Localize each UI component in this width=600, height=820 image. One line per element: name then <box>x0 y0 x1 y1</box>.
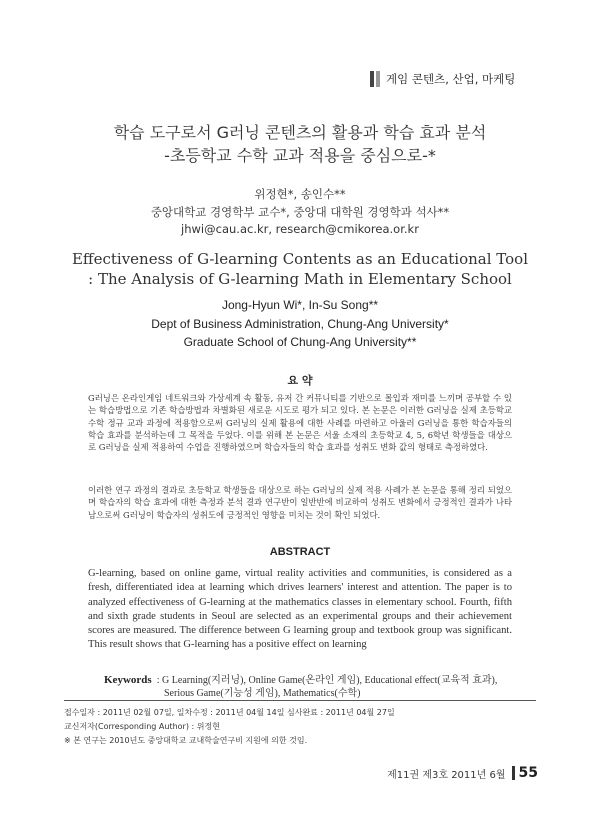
keywords-label: Keywords <box>104 674 152 686</box>
keywords-line2: Serious Game(기능성 게임), Mathematics(수학) <box>164 688 361 699</box>
title-en-line2: : The Analysis of G-learning Math in Elementary School <box>88 270 512 288</box>
footnote-corresponding: 교신저자(Corresponding Author) : 위정현 <box>64 722 220 731</box>
authors-en-aff2: Graduate School of Chung-Ang University** <box>183 335 417 349</box>
tag-bar-light <box>376 71 380 87</box>
page-number: 55 <box>518 765 538 781</box>
abstract-para: G-learning, based on online game, virtual reality activities and communities, is considered as a fresh, differentiated idea at learning which drives learners' interest and attention. The paper is to analyzed effectiveness of G-learning at the mathematics classes in elementary school. Fourth, fifth and sixth grade students in Seoul are selected as an experimental groups and their achievement scores are measured. The difference between G learning group and textbook group was significant. This result shows that G-learning has a positive effect on learning <box>88 568 512 651</box>
title-ko-line1: 학습 도구로서 G러닝 콘텐츠의 활용과 학습 효과 분석 <box>113 123 487 142</box>
authors-en-aff1: Dept of Business Administration, Chung-Ang University* <box>151 317 449 331</box>
category-label: 게임 콘텐츠, 산업, 마케팅 <box>386 72 516 86</box>
authors-ko-emails: jhwi@cau.ac.kr, research@cmikorea.or.kr <box>181 222 419 236</box>
footnote-dates: 접수일자 : 2011년 02월 07일, 일차수정 : 2011년 04월 14일 심사완료 : 2011년 04월 27일 <box>64 708 395 717</box>
keywords-line1: : G Learning(지러닝), Online Game(온라인 게임), Educational effect(교육적 효과), <box>156 675 498 686</box>
footnote-funding: ※ 본 연구는 2010년도 중앙대학교 교내학술연구비 지원에 의한 것임. <box>64 736 308 745</box>
page-footer <box>387 765 538 781</box>
title-en-line1: Effectiveness of G-learning Contents as an Educational Tool <box>71 250 528 268</box>
footnote-divider <box>64 700 536 701</box>
authors-en-names: Jong-Hyun Wi*, In-Su Song** <box>221 298 379 312</box>
abstract-heading: ABSTRACT <box>269 546 331 558</box>
tag-bar-dark <box>370 71 374 87</box>
title-ko-line2: -초등학교 수학 교과 적용을 중심으로-* <box>164 146 436 165</box>
summary-para2: 이러한 연구 과정의 결과로 초등학교 학생들을 대상으로 하는 G러닝의 실제 적용 사례가 본 논문을 통해 정리 되었으며 학습자의 학습 효과에 대한 측정과 분석 결과 연구반이 일반반에 비교하여 성취도 변화에서 긍정적인 결과가 나타남으로써 G러닝이 학습자의 성취도에 긍정적인 영향을 미치는 것이 확인 되었다. <box>88 485 512 520</box>
category-tag <box>370 70 515 88</box>
summary-para1: G러닝은 온라인게임 네트워크와 가상세계 속 활동, 유저 간 커뮤니티를 기반으로 몰입과 재미를 느끼며 공부할 수 있는 학습방법으로 기존 학습방법과 차별화된 새로운 시도로 평가 되고 있다. 본 논문은 이러한 G러닝을 실제 초등학교 수학 정규 교과 과정에 적용함으로써 G러닝의 실제 활용에 대한 사례를 마련하고 아울러 G러닝을 통한 학습자들의 학습 효과를 분석하는데 그 목적을 두었다. 이를 위해 본 논문은 서울 소재의 초등학교 4, 5, 6학년 학생들을 대상으로 G러닝을 실제 적용하여 수업을 진행하였으며 학습자들의 학습 효과를 성취도 변화 값의 형태로 측정하였다. <box>88 393 512 453</box>
issue-label: 제11권 제3호 2011년 6월 <box>387 769 506 781</box>
authors-ko-affiliation: 중앙대학교 경영학부 교수*, 중앙대 대학원 경영학과 석사** <box>150 205 450 219</box>
summary-heading: 요 약 <box>287 374 313 387</box>
authors-ko-names: 위정현*, 송인수** <box>254 187 346 201</box>
page-bar <box>512 766 515 780</box>
